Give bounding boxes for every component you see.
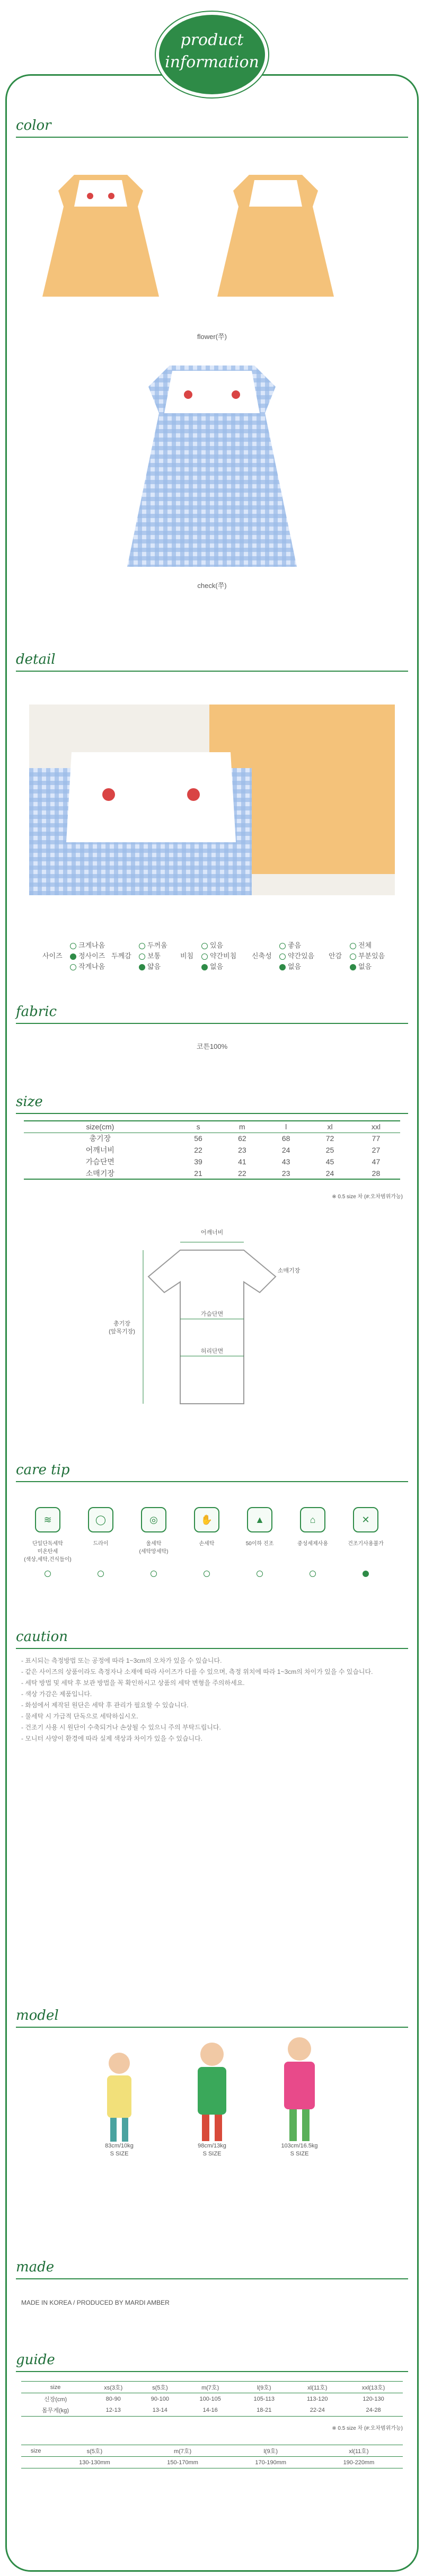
care-dot [98, 1571, 104, 1577]
spec-option: 없음 [358, 962, 372, 970]
header-cell: xl(11호) [307, 2384, 328, 2391]
radio-dot [350, 964, 356, 970]
model-height: 98cm/13kg [198, 2143, 226, 2149]
rule [16, 2278, 408, 2279]
care-label: 50이하 진조 [245, 1541, 274, 1547]
care-dot [257, 1571, 263, 1577]
cell: 105-113 [253, 2395, 275, 2402]
cell: 총기장 [89, 1134, 111, 1143]
flower-front-dress [42, 175, 159, 297]
rule [16, 671, 408, 672]
machine-icon: ◎ [141, 1507, 166, 1532]
radio-dot [279, 953, 286, 960]
table-row [21, 2405, 403, 2417]
badge-line1: product [180, 31, 244, 49]
care-label: 단일단독세탁 미온탄세 (색상,세탁,건식들이) [24, 1541, 72, 1563]
no-dry-icon: ✕ [353, 1507, 378, 1532]
color-flower-label: flower(쭈) [197, 333, 227, 341]
section-caution: caution [16, 1629, 68, 1645]
header-cell: size [30, 2447, 41, 2454]
cell: 23 [238, 1146, 246, 1154]
cell [21, 2457, 50, 2468]
spec-option: 없음 [288, 962, 302, 970]
care-label: 드라이 [93, 1541, 109, 1547]
section-color: color [16, 118, 51, 133]
radio-dot [350, 943, 356, 949]
care-label: 중성세제사용 [297, 1541, 328, 1547]
cell: 22-24 [310, 2407, 325, 2414]
cell: 62 [238, 1134, 246, 1143]
radio-dot [350, 953, 356, 960]
spec-group-label: 비침 [180, 952, 194, 960]
spec-option: 있음 [210, 941, 224, 949]
caution-item: - 표시되는 측정방법 또는 공정에 따라 1~3cm의 오차가 있을 수 있습니다. [21, 1657, 222, 1664]
spec-option: 보통 [147, 952, 161, 960]
dim-hem: 허리단면 [200, 1348, 224, 1354]
cell: 41 [238, 1157, 246, 1166]
cell: 22 [238, 1169, 246, 1178]
made-in: MADE IN KOREA / PRODUCED BY MARDI AMBER [21, 2299, 170, 2306]
cell: 190-220mm [343, 2459, 375, 2466]
caution-item: - 색상 가감은 제품입니다. [21, 1690, 92, 1698]
section-care: care tip [16, 1462, 70, 1478]
cell: 24-28 [366, 2407, 381, 2414]
spec-option: 좋음 [288, 941, 302, 949]
section-model: model [16, 2008, 59, 2024]
spec-option: 없음 [210, 962, 224, 970]
spec-option: 얇음 [147, 962, 161, 970]
model-photo [95, 2050, 143, 2145]
section-made: made [16, 2259, 55, 2275]
cell: 47 [372, 1157, 381, 1166]
radio-dot [139, 943, 145, 949]
radio-dot [201, 964, 208, 970]
dim-chest: 가슴단면 [200, 1311, 224, 1317]
spec-group-1 [111, 940, 167, 972]
cell: 소매기장 [85, 1169, 114, 1178]
radio-dot [279, 943, 286, 949]
table-header [21, 2445, 403, 2457]
section-size: size [16, 1094, 43, 1110]
cell: 45 [325, 1157, 334, 1166]
size-table [24, 1120, 400, 1180]
cell: 22 [194, 1146, 202, 1154]
rule [16, 137, 408, 138]
table-row [24, 1144, 400, 1156]
cell: 43 [281, 1157, 290, 1166]
dry-icon: ◯ [88, 1507, 113, 1532]
caution-item: - 건조기 사용 시 원단이 수축되거나 손상될 수 있으니 주의 부탁드립니다. [21, 1724, 221, 1731]
rule [16, 1113, 408, 1114]
radio-dot [70, 964, 76, 970]
header-cell: xl(11호) [349, 2448, 369, 2455]
header-cell: m [239, 1122, 245, 1131]
size-diagram [132, 1229, 292, 1420]
bleach-icon: ⌂ [300, 1507, 325, 1532]
cell: 24 [325, 1169, 334, 1178]
table-row [24, 1133, 400, 1144]
care-dot [45, 1571, 51, 1577]
header-cell: size(cm) [86, 1122, 114, 1131]
spec-option: 약간비침 [210, 952, 237, 960]
spec-group-label: 안감 [329, 952, 342, 960]
detail-photo [29, 705, 395, 895]
model-size: S SIZE [110, 2151, 129, 2157]
caution-item: - 모니터 사양이 환경에 따라 실제 색상과 차이가 있을 수 있습니다. [21, 1735, 203, 1742]
spec-group-label: 사이즈 [42, 952, 63, 960]
spec-option: 정사이즈 [78, 952, 105, 960]
model-size: S SIZE [290, 2151, 309, 2157]
cell: 12-13 [105, 2407, 121, 2414]
model-height: 103cm/16.5kg [281, 2143, 318, 2149]
table-row [24, 1156, 400, 1167]
section-guide: guide [16, 2352, 55, 2368]
wash-icon: ≋ [35, 1507, 60, 1532]
cell: 150-170mm [167, 2459, 198, 2466]
cell: 77 [372, 1134, 381, 1143]
guide-note: ※ 0.5 size 차 (#:오차범위가능) [332, 2426, 403, 2431]
flower-dresses [16, 159, 408, 323]
header-cell: s(5호) [152, 2384, 168, 2391]
iron-icon: ▲ [247, 1507, 272, 1532]
model-photo [270, 2034, 329, 2145]
spec-group-label: 신축성 [252, 952, 272, 960]
caution-item: - 세탁 방법 및 세탁 후 보관 방법을 꼭 확인하시고 상품의 세탁 변형을 주의하세요. [21, 1679, 245, 1687]
spec-option: 크게나옴 [78, 941, 105, 949]
dim-length-sub: (앞목기장) [109, 1329, 135, 1335]
spec-group-2 [180, 940, 236, 972]
table-row [24, 1167, 400, 1179]
care-label: 울세탁 (세탁망세탁) [139, 1541, 169, 1555]
cell: 27 [372, 1146, 381, 1154]
cell: 가슴단면 [85, 1157, 114, 1166]
cell: 13-14 [152, 2407, 167, 2414]
radio-dot [201, 953, 208, 960]
spec-option: 작게나옴 [78, 962, 105, 970]
header-cell: xs(3호) [104, 2384, 123, 2391]
model-height: 83cm/10kg [105, 2143, 134, 2149]
cell: 113-120 [307, 2395, 328, 2402]
cell: 25 [325, 1146, 334, 1154]
care-dot [310, 1571, 316, 1577]
caution-item: - 물세탁 시 가급적 단독으로 세탁하십시오. [21, 1713, 139, 1720]
header-cell: l [285, 1122, 287, 1131]
radio-dot [279, 964, 286, 970]
header-cell: m(7호) [173, 2448, 192, 2455]
section-detail: detail [16, 652, 56, 667]
caution-list [21, 1655, 403, 1744]
rule [16, 2371, 408, 2372]
header-cell: xxl [371, 1122, 381, 1131]
spec-option: 약간있음 [288, 952, 315, 960]
spec-group-3 [252, 940, 314, 972]
cell: 신장(cm) [43, 2396, 67, 2403]
care-label: 손세탁 [199, 1541, 215, 1547]
fabric-value: 코튼100% [196, 1042, 228, 1050]
caution-item: - 같은 사이즈의 상품이라도 측정자나 소재에 따라 사이즈가 다를 수 있으며, 측정 위치에 따라 1~3cm의 차이가 있을 수 있습니다. [21, 1668, 373, 1675]
spec-group-4 [329, 940, 385, 972]
dim-length: 총기장 [113, 1321, 130, 1327]
radio-dot [139, 964, 145, 970]
rule [16, 1648, 408, 1649]
header-cell: size [50, 2384, 61, 2391]
header-cell: xxl(13호) [361, 2384, 385, 2391]
rule [16, 1023, 408, 1024]
spec-option: 부분있음 [358, 952, 385, 960]
check-dress [53, 344, 371, 577]
header-cell: l(9호) [263, 2448, 278, 2455]
table-header [24, 1121, 400, 1133]
size-note: ※ 0.5 size 차 (#:오차범위가능) [332, 1194, 403, 1200]
guide-table-2 [21, 2445, 403, 2468]
care-label: 건조기사용불가 [348, 1541, 384, 1547]
cell: 100-105 [199, 2395, 221, 2402]
cell: 24 [281, 1146, 290, 1154]
radio-dot [201, 943, 208, 949]
hand-icon: ✋ [194, 1507, 219, 1532]
header-cell: l(9호) [257, 2384, 271, 2391]
spec-group-label: 두께감 [111, 952, 131, 960]
color-check-label: check(쭈) [197, 582, 227, 590]
guide-table-1 [21, 2381, 403, 2417]
cell: 90-100 [151, 2395, 169, 2402]
care-dot [204, 1571, 210, 1577]
cell: 23 [281, 1169, 290, 1178]
header-cell: s(5호) [86, 2448, 103, 2455]
section-fabric: fabric [16, 1004, 57, 1020]
cell: 어깨너비 [85, 1146, 114, 1154]
dim-shoulder: 어깨너비 [200, 1229, 224, 1236]
cell: 14-16 [202, 2407, 218, 2414]
spec-option: 두꺼움 [147, 941, 167, 949]
care-dot [151, 1571, 157, 1577]
radio-dot [70, 943, 76, 949]
model-size: S SIZE [202, 2151, 222, 2157]
spec-group-0 [42, 940, 105, 972]
radio-dot [139, 953, 145, 960]
rule [16, 2027, 408, 2028]
cell: 28 [372, 1169, 381, 1178]
cell: 몸무게(kg) [42, 2408, 69, 2414]
rule [16, 1481, 408, 1482]
cell: 21 [194, 1169, 202, 1178]
flower-back-dress [217, 175, 334, 297]
cell: 68 [281, 1134, 290, 1143]
cell: 39 [194, 1157, 202, 1166]
radio-dot [70, 953, 76, 960]
table-row [21, 2457, 403, 2468]
product-info-badge [159, 15, 265, 94]
caution-item: - 화섬에서 제작된 원단은 세탁 후 관리가 필요할 수 있습니다. [21, 1701, 189, 1709]
model-photo [183, 2039, 241, 2145]
header-cell: s [196, 1122, 200, 1131]
badge-line2: information [165, 53, 259, 72]
header-cell: m(7호) [201, 2384, 219, 2391]
cell: 120-130 [363, 2395, 384, 2402]
care-dot [363, 1571, 369, 1577]
cell: 56 [194, 1134, 202, 1143]
table-header [21, 2382, 403, 2393]
dim-sleeve: 소매기장 [277, 1268, 301, 1274]
cell: 170-190mm [255, 2459, 287, 2466]
spec-option: 전체 [358, 941, 372, 949]
cell: 18-21 [257, 2407, 272, 2414]
table-row [21, 2393, 403, 2405]
header-cell: xl [327, 1122, 333, 1131]
cell: 130-130mm [79, 2459, 110, 2466]
cell: 72 [325, 1134, 334, 1143]
cell: 80-90 [105, 2395, 121, 2402]
